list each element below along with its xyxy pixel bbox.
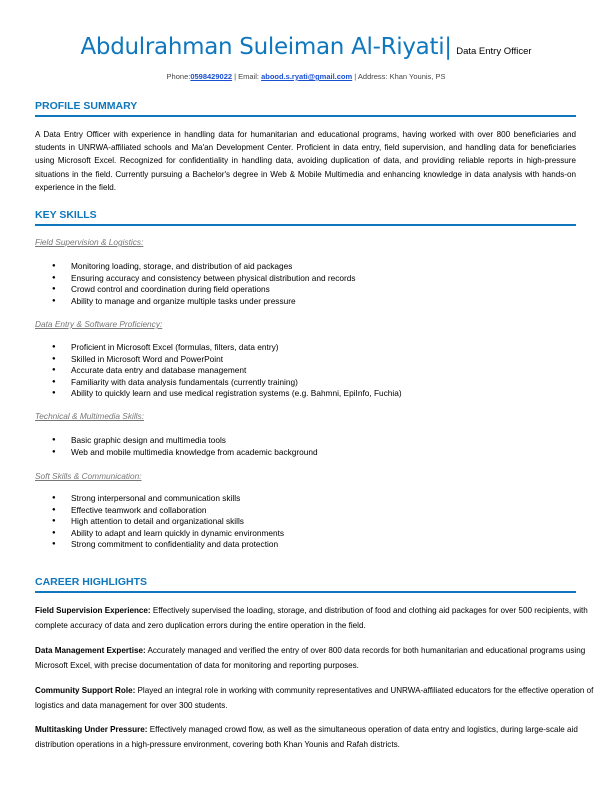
list-item: ● Effective teamwork and collaboration: [71, 505, 284, 517]
email-label: | Email:: [232, 72, 262, 81]
highlight-title: Multitasking Under Pressure:: [35, 725, 148, 734]
header: [0, 34, 612, 60]
section-title-skills: KEY SKILLS: [35, 209, 576, 226]
job-title: Data Entry Officer: [456, 46, 532, 57]
list-item: ● Familiarity with data analysis fundamentals (currently training): [71, 377, 402, 389]
list-item: ● Strong commitment to confidentiality and data protection: [71, 539, 284, 551]
skill-list: [35, 435, 318, 458]
list-item: ● High attention to detail and organizational skills: [71, 516, 284, 528]
skill-group-title: Technical & Multimedia Skills:: [35, 411, 144, 421]
skill-list: [35, 342, 402, 400]
highlight-item: [35, 644, 595, 673]
list-item: ● Skilled in Microsoft Word and PowerPoint: [71, 354, 402, 366]
skill-group-title: Soft Skills & Communication:: [35, 471, 142, 481]
list-item: ● Accurate data entry and database management: [71, 365, 402, 377]
list-item: ● Ability to manage and organize multiple tasks under pressure: [71, 296, 356, 308]
list-item: ● Ability to quickly learn and use medical registration systems (e.g. Bahmni, EpiInfo, Fuchia): [71, 388, 402, 400]
list-item: ● Ensuring accuracy and consistency between physical distribution and records: [71, 273, 356, 285]
list-item: ● Proficient in Microsoft Excel (formulas, filters, data entry): [71, 342, 402, 354]
list-item: ● Strong interpersonal and communication skills: [71, 493, 284, 505]
skill-list: [35, 493, 284, 551]
highlight-text: Effectively supervised the loading, storage, and distribution of food and clothing aid packages for over 500 recipients, with complete accuracy of data and zero duplication errors during the entire operation in the field.: [35, 606, 588, 630]
phone-label: Phone:: [166, 72, 191, 81]
highlight-title: Field Supervision Experience:: [35, 606, 151, 615]
highlight-text: Accurately managed and verified the entry of over 800 data records for both humanitarian and educational programs using Microsoft Excel, with precise documentation of data for monitoring and reporting purposes.: [35, 646, 586, 670]
list-item: ● Web and mobile multimedia knowledge from academic background: [71, 447, 318, 459]
phone-link[interactable]: 0598429022: [190, 72, 233, 81]
highlight-item: [35, 723, 595, 752]
list-item: ● Ability to adapt and learn quickly in dynamic environments: [71, 528, 284, 540]
candidate-name: Abdulrahman Suleiman Al-Riyati: [80, 34, 445, 60]
email-link[interactable]: abood.s.ryati@gmail.com: [261, 72, 353, 81]
list-item: ● Crowd control and coordination during field operations: [71, 284, 356, 296]
separator: |: [444, 34, 452, 60]
list-item: ● Basic graphic design and multimedia tools: [71, 435, 318, 447]
address: | Address: Khan Younis, PS: [352, 72, 446, 81]
list-item: ● Monitoring loading, storage, and distribution of aid packages: [71, 261, 356, 273]
contact-line: [0, 72, 612, 81]
section-title-highlights: CAREER HIGHLIGHTS: [35, 576, 576, 593]
highlight-item: [35, 604, 595, 633]
highlight-text: Effectively managed crowd flow, as well as the simultaneous operation of data entry and logistics, during large-scale aid distribution operations in a high-pressure environment, covering both Khan Younis and Rafah districts.: [35, 725, 578, 749]
profile-summary: A Data Entry Officer with experience in handling data for humanitarian and educational programs, having worked with over 800 beneficiaries and students in UNRWA-affiliated schools and Ma'an Development Center. Proficient in data entry, field supervision, and handling data for beneficiaries using Microsoft Excel. Recognized for confidentiality in handling data, avoiding duplication of data, and providing reliable reports in high-pressure situations in the field. Currently pursuing a Bachelor's degree in Web & Mobile Multimedia and enhancing knowledge in data analysis with hands-on experience in the field.: [35, 130, 576, 192]
highlight-item: [35, 684, 595, 713]
skill-list: [35, 261, 356, 307]
skill-group-title: Data Entry & Software Proficiency:: [35, 319, 163, 329]
highlight-title: Community Support Role:: [35, 686, 136, 695]
skill-group-title: Field Supervision & Logistics:: [35, 237, 144, 247]
highlight-title: Data Management Expertise:: [35, 646, 146, 655]
section-title-profile: PROFILE SUMMARY: [35, 100, 576, 117]
highlight-text: Played an integral role in working with community representatives and UNRWA-affiliated educators for the effective operation of logistics and data management for over 300 students.: [35, 686, 594, 710]
